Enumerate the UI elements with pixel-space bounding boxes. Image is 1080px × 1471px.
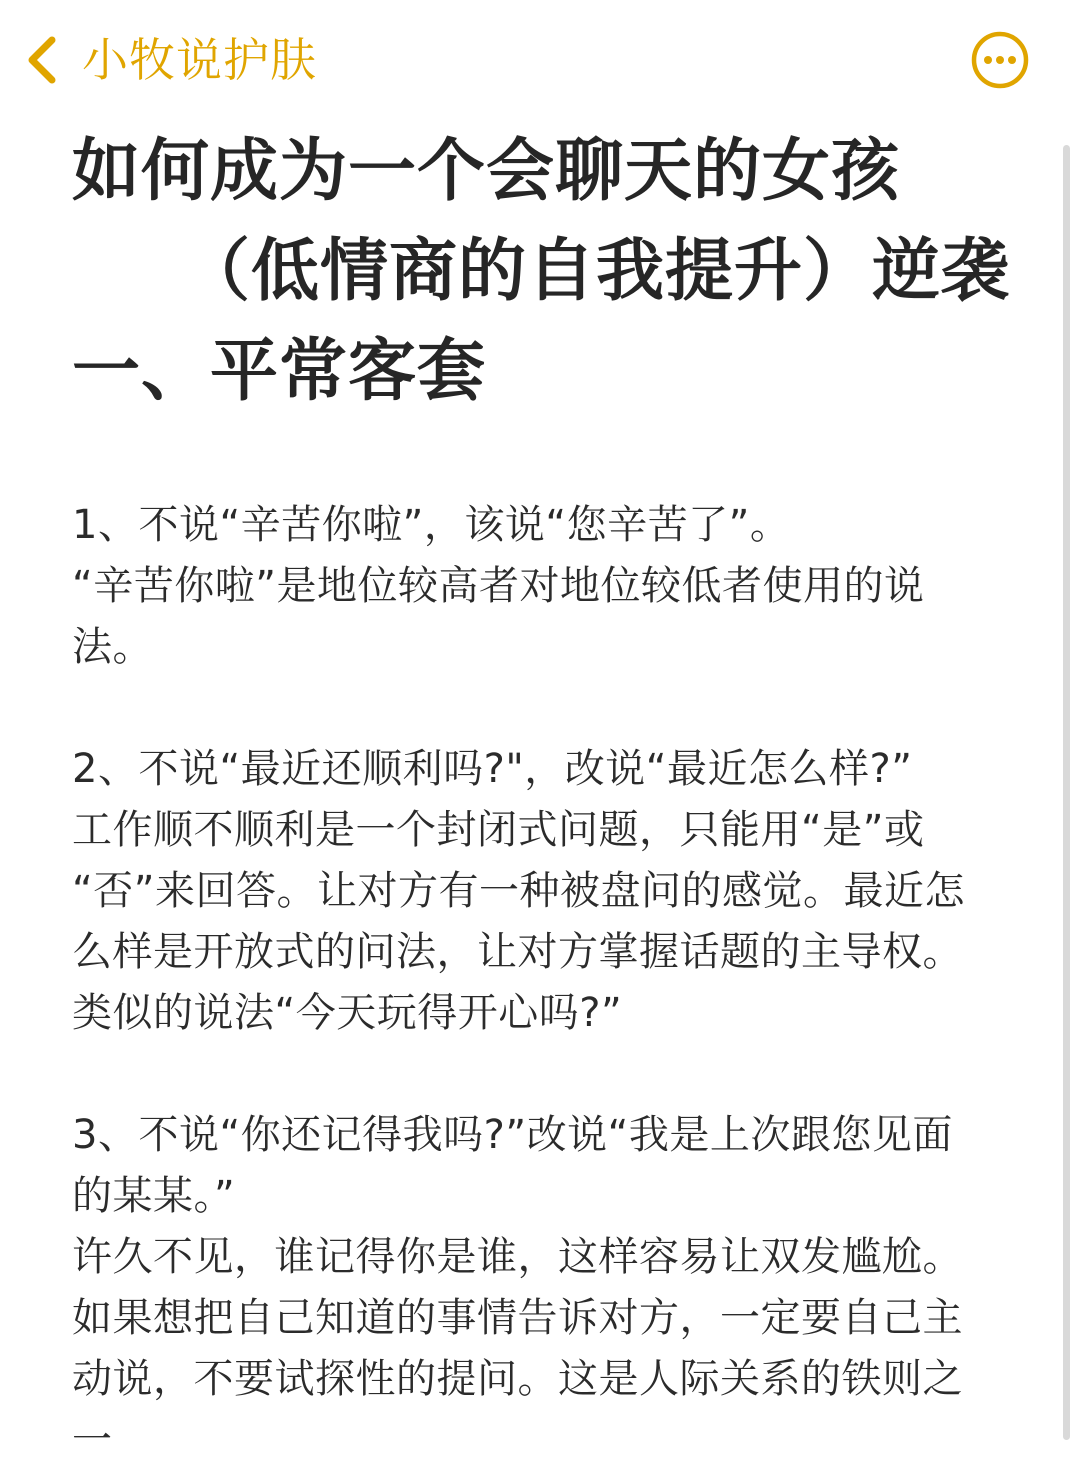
post-title	[72, 122, 1012, 422]
body-line: 1、不说“辛苦你啦”，该说“您辛苦了”。	[72, 502, 791, 548]
ellipsis-circle-icon[interactable]	[970, 30, 1030, 90]
title-line-1: 如何成为一个会聊天的女孩	[72, 132, 901, 211]
post-content	[72, 122, 1012, 1471]
paragraph-spacer	[72, 1044, 1012, 1105]
paragraph-3	[72, 1105, 1012, 1471]
paragraph-1	[72, 495, 1012, 678]
body-line: 类似的说法“今天玩得开心吗?”	[72, 990, 623, 1036]
body-line: 工作顺不顺利是一个封闭式问题，只能用“是”或	[72, 807, 925, 853]
body-line: 2、不说“最近还顺利吗?"，改说“最近怎么样?”	[72, 746, 913, 792]
paragraph-spacer	[72, 678, 1012, 739]
body-line: 法。	[72, 624, 153, 670]
body-line: 一	[72, 1417, 113, 1463]
paragraph-2	[72, 739, 1012, 1044]
body-line: 许久不见，谁记得你是谁，这样容易让双发尴尬。	[72, 1234, 963, 1280]
title-line-2: （低情商的自我提升）逆袭	[182, 232, 1011, 311]
top-nav-bar	[0, 0, 1080, 120]
body-line: 3、不说“你还记得我吗?”改说“我是上次跟您见面	[72, 1112, 953, 1158]
post-body	[72, 495, 1012, 1471]
body-line: 动说，不要试探性的提问。这是人际关系的铁则之	[72, 1356, 963, 1402]
chevron-left-icon[interactable]	[22, 30, 62, 90]
body-line: 么样是开放式的问法，让对方掌握话题的主导权。	[72, 929, 963, 975]
body-line: 如果想把自己知道的事情告诉对方，一定要自己主	[72, 1295, 963, 1341]
account-name[interactable]: 小牧说护肤	[82, 33, 317, 87]
body-line: “辛苦你啦”是地位较高者对地位较低者使用的说	[72, 563, 925, 609]
section-heading: 一、平常客套	[72, 332, 487, 411]
vertical-scrollbar[interactable]	[1063, 145, 1070, 1440]
body-line: 的某某。”	[72, 1173, 236, 1219]
body-line: “否”来回答。让对方有一种被盘问的感觉。最近怎	[72, 868, 965, 914]
